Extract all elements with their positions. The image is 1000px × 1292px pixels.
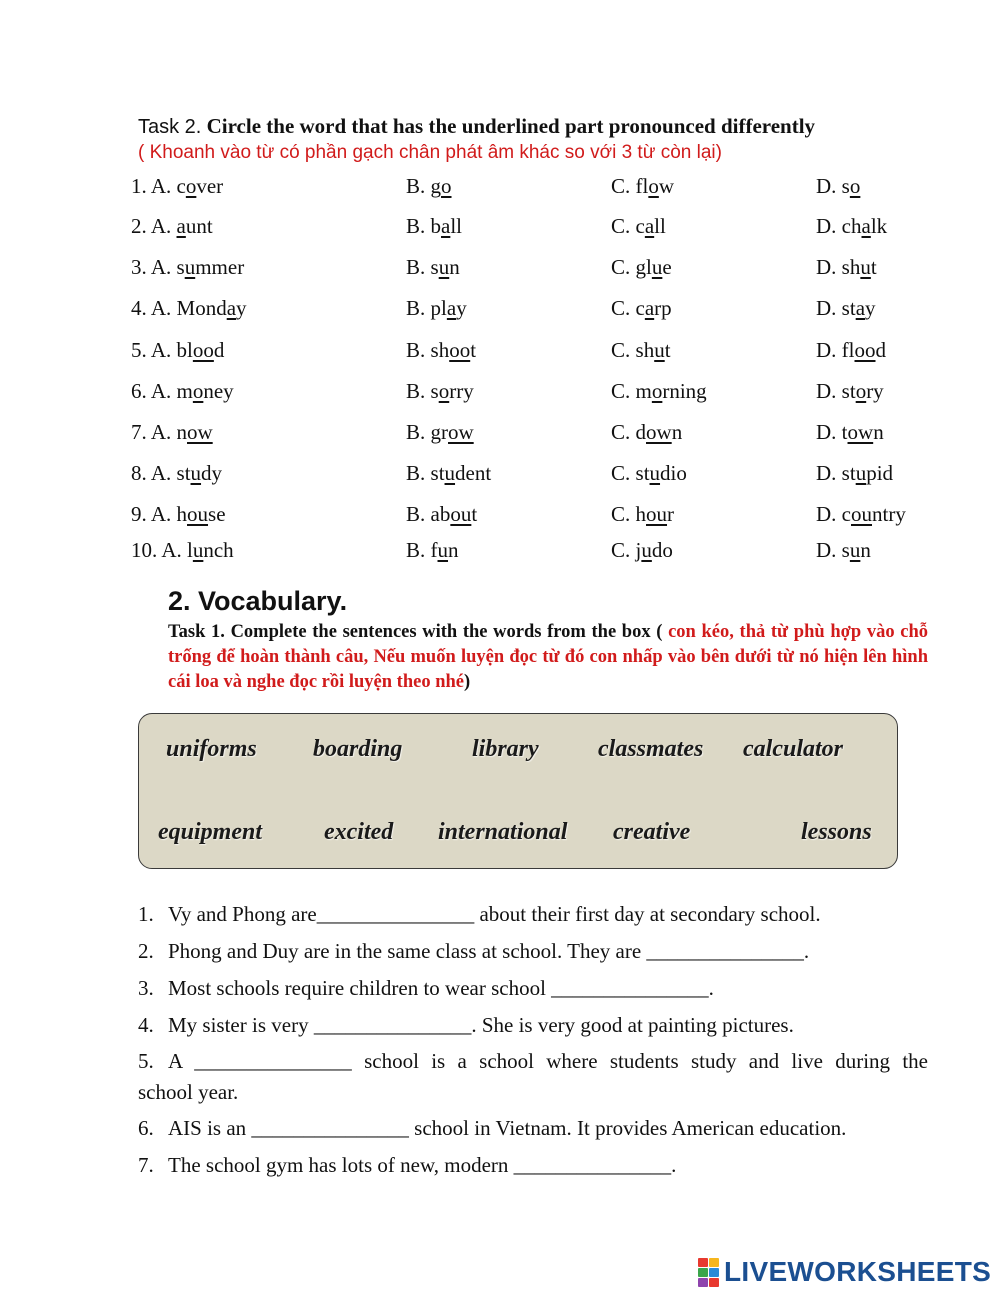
option-word: stupid [841, 461, 894, 485]
answer-option[interactable] [611, 379, 707, 404]
option-word: sun [841, 538, 871, 562]
task2-subtitle: ( Khoanh vào từ có phần gạch chân phát âm khác so với 3 từ còn lại) [138, 142, 722, 163]
option-letter: B. [406, 296, 431, 320]
word-box [138, 713, 898, 869]
underlined-part: a [176, 214, 186, 238]
option-word: student [430, 461, 492, 485]
option-word: about [430, 502, 478, 526]
option-word: cover [176, 174, 224, 198]
question-number: 8. [131, 461, 151, 485]
option-word: country [841, 502, 906, 526]
option-letter: A. [150, 255, 177, 279]
option-letter: A. [150, 420, 177, 444]
answer-option[interactable] [611, 296, 672, 321]
question-number: 9. [131, 502, 151, 526]
option-letter: A. [161, 538, 188, 562]
option-word: aunt [176, 214, 213, 238]
underlined-part: o [192, 379, 204, 403]
option-letter: B. [406, 255, 431, 279]
option-letter: B. [406, 174, 431, 198]
option-letter: C. [611, 174, 636, 198]
underlined-part: oo [854, 338, 876, 362]
answer-option[interactable] [816, 379, 884, 404]
answer-option[interactable] [406, 338, 476, 363]
answer-option[interactable] [611, 255, 672, 280]
word-chip[interactable]: excited [324, 819, 394, 845]
question-number: 7. [131, 420, 151, 444]
option-word: hour [635, 502, 675, 526]
underlined-part: u [654, 338, 665, 362]
underlined-part: a [861, 214, 871, 238]
question-row [0, 296, 1000, 326]
sentence-7[interactable] [138, 1150, 928, 1181]
option-word: story [841, 379, 884, 403]
answer-option[interactable] [131, 214, 213, 239]
option-letter: A. [150, 214, 177, 238]
option-word: shoot [430, 338, 477, 362]
underlined-part: a [855, 296, 866, 320]
option-word: shut [635, 338, 671, 362]
sentence-text: Phong and Duy are in the same class at school. They are _______________. [168, 939, 810, 963]
liveworksheets-logo [698, 1252, 991, 1292]
sentence-text: Vy and Phong are_______________ about their first day at secondary school. [168, 902, 821, 926]
option-letter: B. [406, 461, 431, 485]
question-number: 5. [131, 338, 151, 362]
option-word: go [430, 174, 452, 198]
option-word: town [841, 420, 884, 444]
option-letter: B. [406, 338, 431, 362]
option-letter: B. [406, 379, 431, 403]
option-letter: B. [406, 538, 431, 562]
sentence-4[interactable] [138, 1010, 928, 1041]
answer-option[interactable] [131, 461, 222, 486]
underlined-part: o [185, 174, 197, 198]
option-letter: D. [816, 214, 842, 238]
option-word: blood [176, 338, 225, 362]
underlined-part: a [644, 214, 655, 238]
underlined-part: u [184, 255, 196, 279]
underlined-part: a [644, 296, 655, 320]
option-letter: C. [611, 420, 636, 444]
option-word: flow [635, 174, 675, 198]
option-word: studio [635, 461, 687, 485]
sentence-text: Most schools require children to wear school _______________. [168, 976, 714, 1000]
answer-option[interactable] [816, 174, 860, 199]
option-letter: B. [406, 420, 431, 444]
option-word: chalk [841, 214, 888, 238]
option-word: morning [635, 379, 707, 403]
underlined-part: u [649, 461, 661, 485]
option-letter: C. [611, 461, 636, 485]
task1-instruction-close: ) [464, 672, 471, 692]
task2-instruction: Circle the word that has the underlined part pronounced differently [206, 114, 816, 138]
question-number: 1. [131, 174, 151, 198]
sentence-5-continued: school year. [138, 1080, 239, 1104]
underlined-part: a [441, 214, 451, 238]
answer-option[interactable] [816, 538, 871, 563]
answer-option[interactable] [131, 296, 247, 321]
underlined-part: o [648, 174, 659, 198]
option-letter: C. [611, 538, 636, 562]
underlined-part: u [849, 538, 861, 562]
answer-option[interactable] [406, 255, 460, 280]
option-letter: C. [611, 296, 636, 320]
word-chip[interactable]: creative [613, 819, 691, 845]
sentence-text: AIS is an _______________ school in Vietnam. It provides American education. [168, 1116, 847, 1140]
answer-option[interactable] [816, 214, 887, 239]
answer-option[interactable] [611, 502, 674, 527]
underlined-part: ow [847, 420, 874, 444]
underlined-part: oo [192, 338, 214, 362]
underlined-part: u [437, 538, 449, 562]
answer-option[interactable] [816, 420, 884, 445]
question-row [0, 502, 1000, 532]
answer-option[interactable] [406, 174, 452, 199]
option-word: so [841, 174, 861, 198]
option-letter: A. [150, 379, 177, 403]
underlined-part: ou [450, 502, 472, 526]
sentence-text: A _______________ school is a school where students study and live during the [168, 1049, 928, 1073]
word-chip[interactable]: international [438, 819, 568, 845]
sentence-number: 1. [138, 902, 154, 926]
option-letter: A. [150, 461, 177, 485]
section-heading-vocabulary: 2. Vocabulary. [168, 586, 348, 616]
option-word: house [176, 502, 226, 526]
underlined-part: o [849, 174, 861, 198]
answer-option[interactable] [131, 420, 213, 445]
underlined-part: u [651, 255, 663, 279]
underlined-part: o [651, 379, 663, 403]
option-letter: C. [611, 338, 636, 362]
answer-option[interactable] [406, 538, 459, 563]
option-letter: C. [611, 255, 636, 279]
option-letter: D. [816, 338, 842, 362]
answer-option[interactable] [816, 296, 876, 321]
option-letter: D. [816, 538, 842, 562]
option-word: down [635, 420, 683, 444]
underlined-part: u [860, 255, 871, 279]
option-letter: D. [816, 461, 842, 485]
sentence-2[interactable] [138, 936, 928, 967]
sentence-number: 5. [138, 1049, 154, 1073]
answer-option[interactable] [406, 502, 477, 527]
sentence-5[interactable] [138, 1046, 928, 1077]
answer-option[interactable] [131, 338, 224, 363]
option-word: lunch [187, 538, 234, 562]
sentence-6[interactable] [138, 1113, 928, 1144]
underlined-part: u [444, 461, 456, 485]
option-letter: D. [816, 502, 842, 526]
sentence-number: 2. [138, 939, 154, 963]
underlined-part: a [226, 296, 237, 320]
word-chip[interactable]: boarding [313, 736, 403, 762]
question-row [0, 214, 1000, 244]
option-word: grow [430, 420, 474, 444]
word-chip[interactable]: equipment [158, 819, 263, 845]
underlined-part: ow [646, 420, 672, 444]
option-word: shut [841, 255, 877, 279]
answer-option[interactable] [406, 296, 467, 321]
option-letter: D. [816, 420, 842, 444]
word-chip[interactable]: lessons [801, 819, 872, 845]
answer-option[interactable] [611, 420, 682, 445]
sentence-1[interactable] [138, 899, 928, 930]
option-letter: C. [611, 214, 636, 238]
option-word: stay [841, 296, 876, 320]
logo-blocks-icon [698, 1258, 720, 1286]
answer-option[interactable] [406, 420, 474, 445]
option-letter: B. [406, 214, 431, 238]
option-letter: A. [150, 174, 177, 198]
option-word: fun [430, 538, 459, 562]
task2-label: Task 2. [138, 116, 202, 138]
option-word: sun [430, 255, 460, 279]
task1-instruction-bold: Task 1. Complete the sentences with the words from the box ( [168, 622, 663, 642]
question-row [0, 255, 1000, 285]
option-letter: D. [816, 174, 842, 198]
underlined-part: ou [187, 502, 209, 526]
option-word: study [176, 461, 223, 485]
question-number: 3. [131, 255, 151, 279]
option-letter: D. [816, 379, 842, 403]
underlined-part: ow [448, 420, 474, 444]
underlined-part: oo [449, 338, 471, 362]
option-letter: A. [150, 502, 177, 526]
option-letter: D. [816, 255, 842, 279]
option-word: call [635, 214, 666, 238]
underlined-part: ow [187, 420, 213, 444]
answer-option[interactable] [131, 255, 244, 280]
word-chip[interactable]: calculator [743, 736, 843, 762]
question-number: 2. [131, 214, 151, 238]
answer-option[interactable] [131, 174, 223, 199]
option-letter: A. [150, 338, 177, 362]
answer-option[interactable] [611, 538, 673, 563]
word-chip[interactable]: library [472, 736, 539, 762]
word-chip[interactable]: classmates [598, 736, 704, 762]
option-word: ball [430, 214, 463, 238]
option-word: carp [635, 296, 672, 320]
underlined-part: ou [851, 502, 872, 526]
word-chip[interactable]: uniforms [166, 736, 257, 762]
sentence-text: My sister is very _______________. She is very good at painting pictures. [168, 1013, 794, 1037]
answer-option[interactable] [611, 461, 687, 486]
underlined-part: ou [646, 502, 668, 526]
option-word: summer [176, 255, 245, 279]
option-word: sorry [430, 379, 474, 403]
underlined-part: u [641, 538, 652, 562]
question-row [0, 538, 1000, 568]
option-letter: C. [611, 502, 636, 526]
option-word: money [176, 379, 234, 403]
answer-option[interactable] [131, 502, 226, 527]
sentence-text: The school gym has lots of new, modern _______________. [168, 1153, 677, 1177]
task2-title [138, 114, 815, 139]
option-letter: C. [611, 379, 636, 403]
question-number: 6. [131, 379, 151, 403]
answer-option[interactable] [406, 461, 491, 486]
option-word: play [430, 296, 467, 320]
underlined-part: o [438, 379, 450, 403]
task1-instruction-red: con kéo, thả từ phù hợp vào chỗ trống để hoàn thành câu, Nếu muốn luyện đọc từ đó con nhấp vào bên dưới từ nó hiện lên hình cái loa và nghe đọc rồi luyện theo nhé [168, 622, 928, 692]
sentence-number: 7. [138, 1153, 154, 1177]
underlined-part: o [855, 379, 867, 403]
underlined-part: u [855, 461, 867, 485]
question-number: 10. [131, 538, 162, 562]
logo-text: LIVEWORKSHEETS [724, 1256, 992, 1287]
underlined-part: o [441, 174, 452, 198]
option-word: now [176, 420, 213, 444]
answer-option[interactable] [816, 461, 893, 486]
option-letter: B. [406, 502, 431, 526]
question-row [0, 338, 1000, 368]
answer-option[interactable] [611, 214, 666, 239]
underlined-part: a [446, 296, 457, 320]
sentence-number: 4. [138, 1013, 154, 1037]
question-row [0, 174, 1000, 204]
answer-option[interactable] [406, 214, 462, 239]
answer-option[interactable] [131, 538, 234, 563]
answer-option[interactable] [406, 379, 474, 404]
underlined-part: u [438, 255, 450, 279]
question-number: 4. [131, 296, 151, 320]
question-row [0, 420, 1000, 450]
answer-option[interactable] [611, 338, 671, 363]
question-row [0, 379, 1000, 409]
answer-option[interactable] [611, 174, 674, 199]
question-row [0, 461, 1000, 491]
answer-option[interactable] [816, 338, 886, 363]
option-word: judo [635, 538, 673, 562]
sentence-number: 6. [138, 1116, 154, 1140]
underlined-part: u [192, 538, 204, 562]
answer-option[interactable] [816, 502, 906, 527]
option-letter: D. [816, 296, 842, 320]
option-word: Monday [176, 296, 247, 320]
sentence-number: 3. [138, 976, 154, 1000]
answer-option[interactable] [816, 255, 877, 280]
option-letter: A. [150, 296, 177, 320]
option-word: glue [635, 255, 672, 279]
answer-option[interactable] [131, 379, 234, 404]
sentence-3[interactable] [138, 973, 928, 1004]
underlined-part: u [190, 461, 202, 485]
option-word: flood [841, 338, 886, 362]
task1-instruction [168, 620, 928, 695]
